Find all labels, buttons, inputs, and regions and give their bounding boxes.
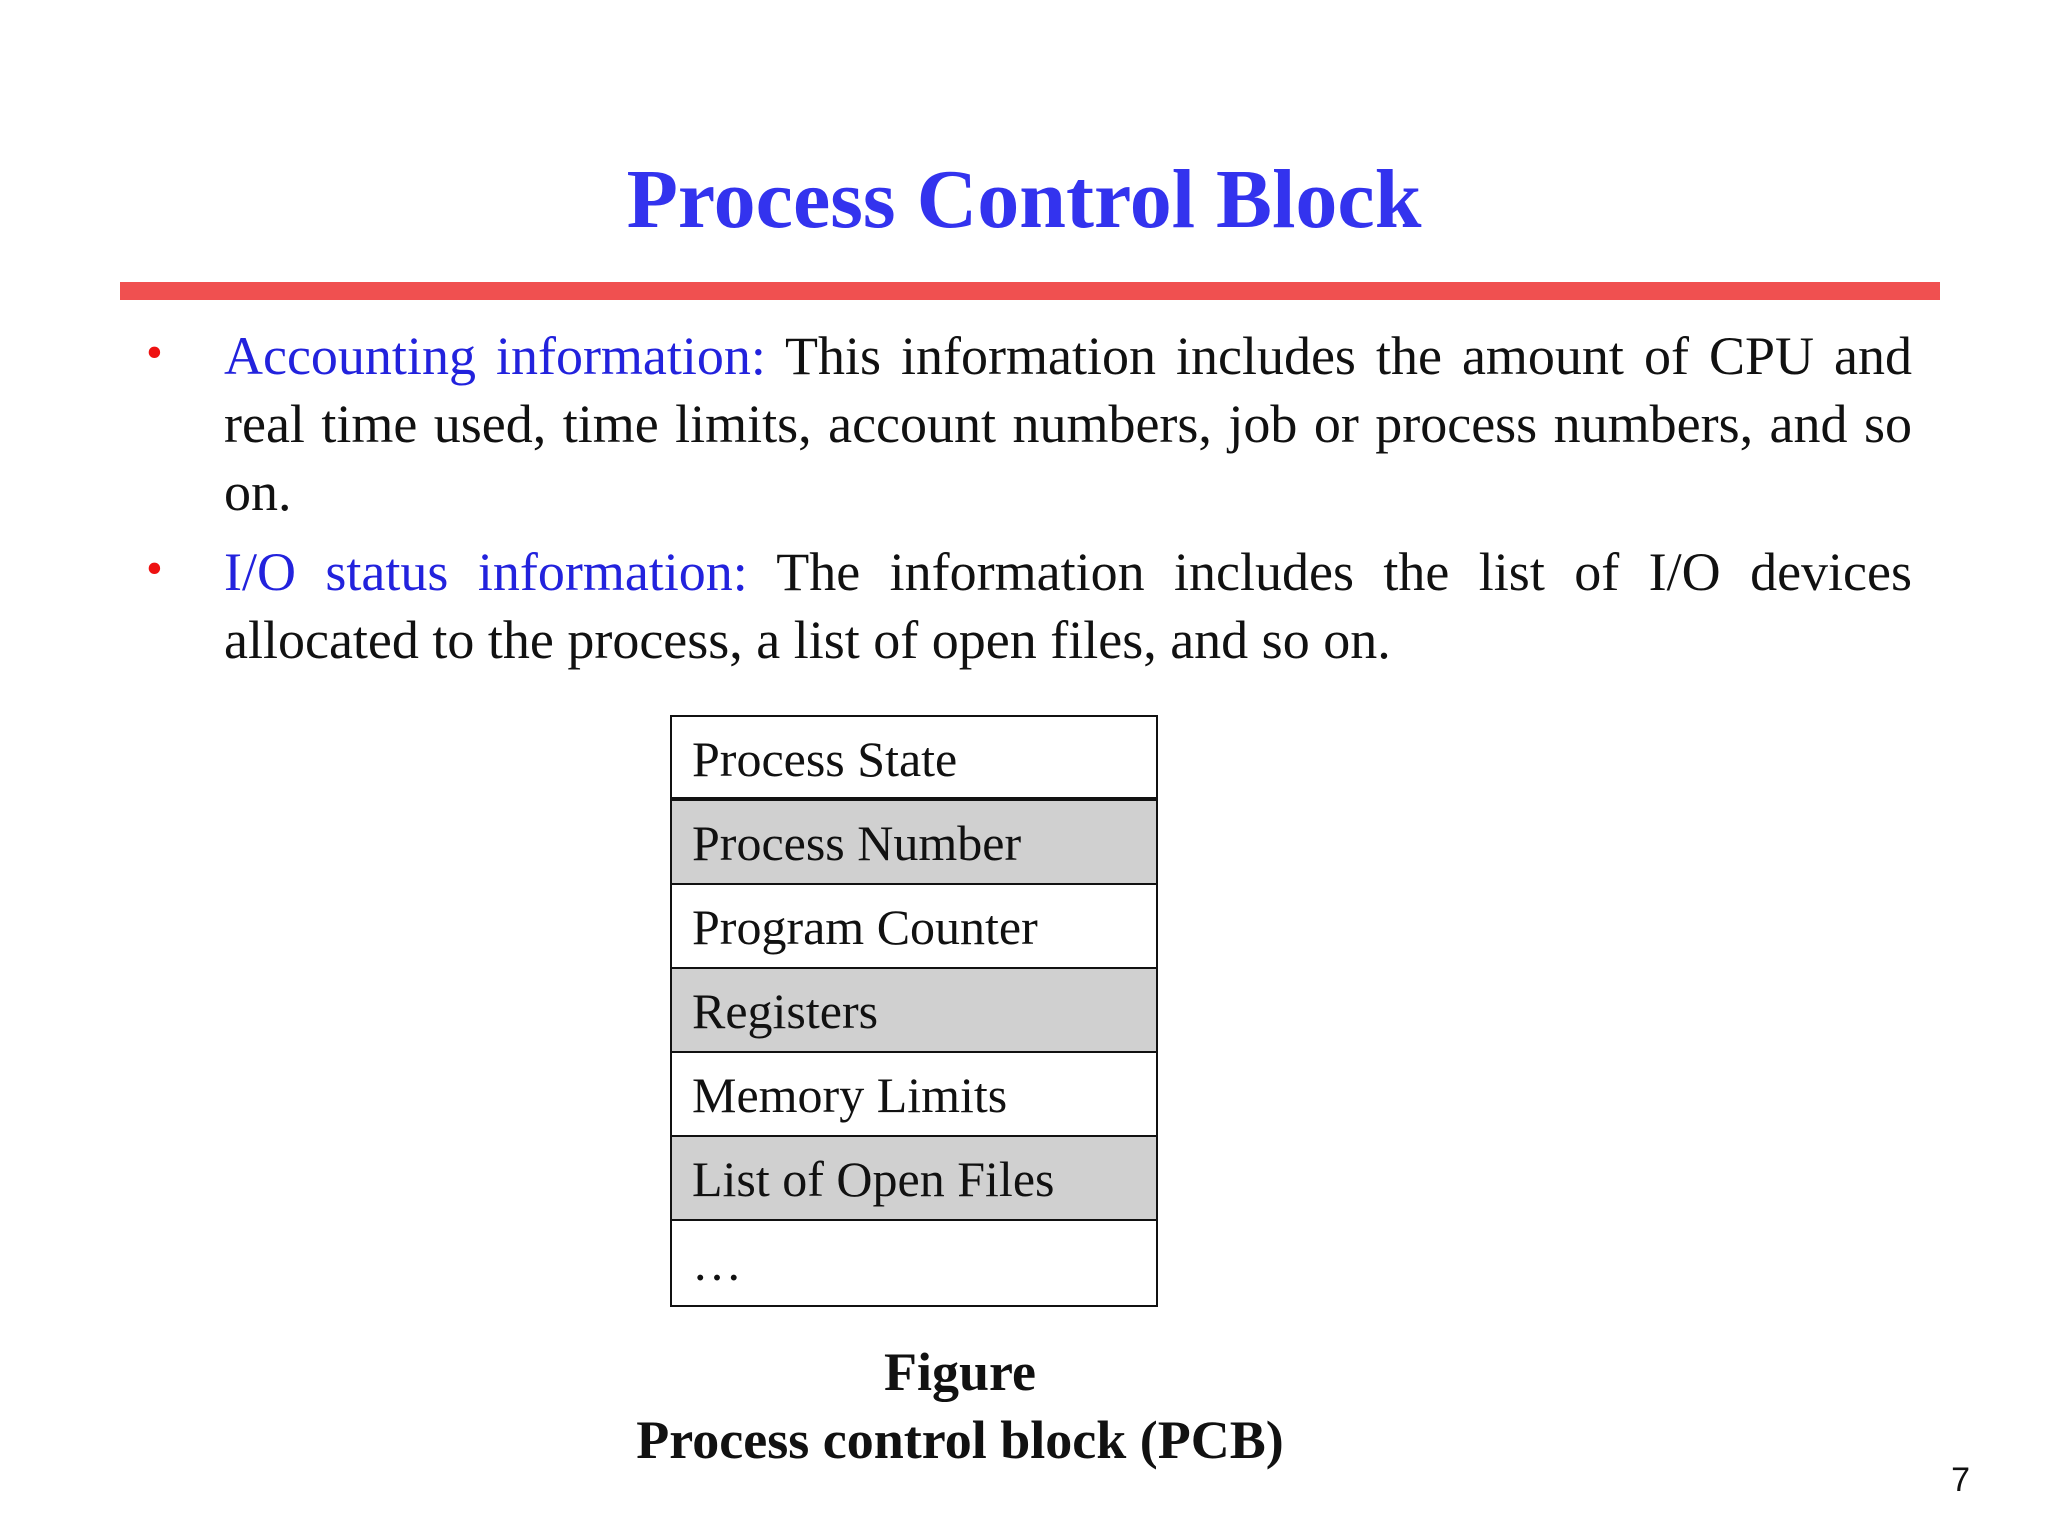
pcb-row-process-state: Process State <box>672 717 1156 801</box>
pcb-row-program-counter: Program Counter <box>672 885 1156 969</box>
figure-caption-title: Process control block (PCB) <box>636 1410 1284 1470</box>
slide-title: Process Control Block <box>626 153 1422 246</box>
bullet-text: This information includes the amount of CPU and real time used, time limits, account numbers, job or process numbers, and so on. <box>224 326 1912 522</box>
title-underline-rule <box>120 282 1940 300</box>
figure-caption-label: Figure <box>884 1342 1036 1402</box>
bullet-dot-icon: • <box>146 326 163 379</box>
pcb-row-process-number: Process Number <box>672 801 1156 885</box>
pcb-row-registers: Registers <box>672 969 1156 1053</box>
figure-caption <box>0 1338 1920 1474</box>
bullet-io-status-information <box>146 538 1912 674</box>
pcb-row-open-files: List of Open Files <box>672 1137 1156 1221</box>
bullet-label: Accounting information: <box>224 326 766 386</box>
pcb-row-memory-limits: Memory Limits <box>672 1053 1156 1137</box>
bullet-accounting-information <box>146 322 1912 526</box>
page-number: 7 <box>1951 1461 1970 1499</box>
bullet-list <box>146 322 1912 686</box>
pcb-row-ellipsis: … <box>692 1235 742 1291</box>
bullet-dot-icon: • <box>146 542 163 595</box>
pcb-diagram <box>670 715 1158 1307</box>
bullet-text: The information includes the list of I/O devices allocated to the process, a list of open files, and so on. <box>224 542 1912 670</box>
bullet-label: I/O status information: <box>224 542 748 602</box>
